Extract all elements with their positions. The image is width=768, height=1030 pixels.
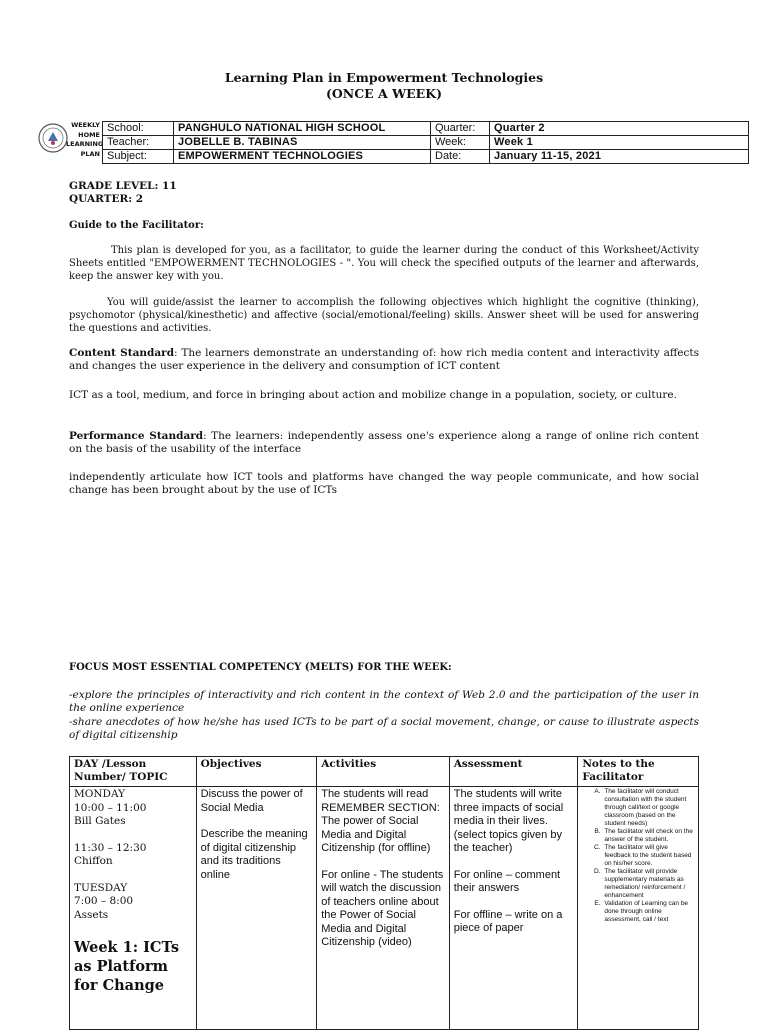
content-standard	[69, 347, 699, 373]
melcs-item-2: -share anecdotes of how he/she has used ICTs to be part of a social movement, change, or cause to illustrate aspects of digital citizenship	[69, 716, 699, 741]
melcs-title: FOCUS MOST ESSENTIAL COMPETENCY (MELTS) FOR THE WEEK:	[69, 662, 452, 673]
teacher-label: Teacher:	[103, 136, 174, 150]
note-item: B. The facilitator will check on the answer of the student.	[602, 828, 694, 844]
content-standard-label: Content Standard	[69, 347, 175, 359]
teacher-value: JOBELLE B. TABINAS	[174, 136, 431, 150]
day-line: 11:30 – 12:30	[74, 841, 147, 854]
header-objectives: Objectives	[196, 757, 317, 787]
note-item: A. The facilitator will conduct consultation with the student through call/text or google classroom (based on the student needs)	[602, 788, 694, 828]
quarter-value: Quarter 2	[490, 122, 749, 136]
activity-item: The students will read REMEMBER SECTION: The power of Social Media and Digital Citizenship (for offline)	[321, 788, 440, 854]
school-label: School:	[103, 122, 174, 136]
objective-item: Discuss the power of Social Media	[200, 788, 303, 814]
subject-value: EMPOWERMENT TECHNOLOGIES	[174, 150, 431, 164]
day-line: 10:00 – 11:00	[74, 801, 147, 814]
date-value: January 11-15, 2021	[490, 150, 749, 164]
day-line: Bill Gates	[74, 815, 126, 827]
notes-cell	[578, 787, 699, 1030]
document-title: Learning Plan in Empowerment Technologies	[224, 70, 544, 85]
day-line: TUESDAY	[74, 881, 128, 894]
note-item: C. The facilitator will give feedback to the student based on his/her score.	[602, 844, 694, 868]
header-day: DAY /Lesson Number/ TOPIC	[70, 757, 197, 787]
objective-item: Describe the meaning of digital citizenship and its traditions online	[200, 828, 308, 881]
facilitator-paragraph-1: This plan is developed for you, as a facilitator, to guide the learner during the conduct of this Worksheet/Activity Sheets entitled "EMPOWERMENT TECHNOLOGIES - ". You will check the specified outputs of the learner and afterwards, keep the answer key with you.	[69, 245, 699, 282]
subject-label: Subject:	[103, 150, 174, 164]
quarter-line: QUARTER: 2	[69, 193, 144, 205]
deped-seal-icon	[38, 123, 68, 153]
grade-level: GRADE LEVEL: 11	[69, 180, 177, 192]
day-line: MONDAY	[74, 788, 126, 800]
lesson-plan-table	[69, 756, 699, 1030]
activities-cell	[317, 787, 450, 1030]
melcs-item-1: -explore the principles of interactivity and rich content in the context of Web 2.0 and the participation of the user in the online experience	[69, 689, 699, 714]
assessment-cell	[449, 787, 578, 1030]
header-notes: Notes to the Facilitator	[578, 757, 699, 787]
quarter-label: Quarter:	[431, 122, 490, 136]
document-subtitle: (ONCE A WEEK)	[326, 86, 442, 101]
objectives-cell	[196, 787, 317, 1030]
activity-item: For online - The students will watch the discussion of teachers online about the Power of Social Media and Digital Citizenship (video)	[321, 868, 444, 948]
assessment-item: For online – comment their answers	[453, 868, 561, 894]
performance-standard-2: independently articulate how ICT tools and platforms have changed the way people communicate, and how social change has been brought about by the use of ICTs	[69, 471, 699, 496]
date-label: Date:	[431, 150, 490, 164]
assessment-item: The students will write three impacts of social media in their lives. (select topics given by the teacher)	[453, 788, 564, 854]
week-label: Week:	[431, 136, 490, 150]
content-standard-text: : The learners demonstrate an understanding of: how rich media content and interactivity affects and changes the user experience in the delivery and consumption of ICT content	[69, 347, 699, 372]
performance-standard-text: : The learners: independently assess one's experience along a range of online rich content on the basis of the usability of the interface	[69, 430, 700, 455]
content-standard-2: ICT as a tool, medium, and force in bringing about action and mobilize change in a population, society, or culture.	[69, 389, 677, 401]
week-topic-title: Week 1: ICTs as Platform for Change	[74, 939, 180, 994]
day-cell	[70, 787, 197, 1030]
day-line: Assets	[74, 908, 109, 921]
note-item: E. Validation of Learning can be done through online assessment, call / text	[602, 900, 694, 924]
day-line: 7:00 – 8:00	[74, 895, 134, 907]
guide-title: Guide to the Facilitator:	[69, 220, 204, 231]
week-value: Week 1	[490, 136, 749, 150]
header-info-table	[102, 121, 749, 164]
notes-list	[582, 788, 694, 924]
performance-standard	[69, 430, 699, 456]
school-value: PANGHULO NATIONAL HIGH SCHOOL	[174, 122, 431, 136]
facilitator-paragraph-2: You will guide/assist the learner to accomplish the following objectives which highlight the cognitive (thinking), psychomotor (physical/kinesthetic) and affective (social/emotional/feeling) skills. Answer sheet will be used for answering the questions and activities.	[69, 297, 699, 334]
weekly-home-learning-plan-label: WEEKLY HOME LEARNING PLAN	[66, 121, 104, 158]
header-assessment: Assessment	[449, 757, 578, 787]
assessment-item: For offline – write on a piece of paper	[453, 908, 563, 934]
day-line: Chiffon	[74, 855, 113, 867]
header-activities: Activities	[317, 757, 450, 787]
note-item: D. The facilitator will provide supplementary materials as remediation/ reinforcement / enhancement	[602, 868, 694, 900]
performance-standard-label: Performance Standard	[69, 430, 204, 442]
